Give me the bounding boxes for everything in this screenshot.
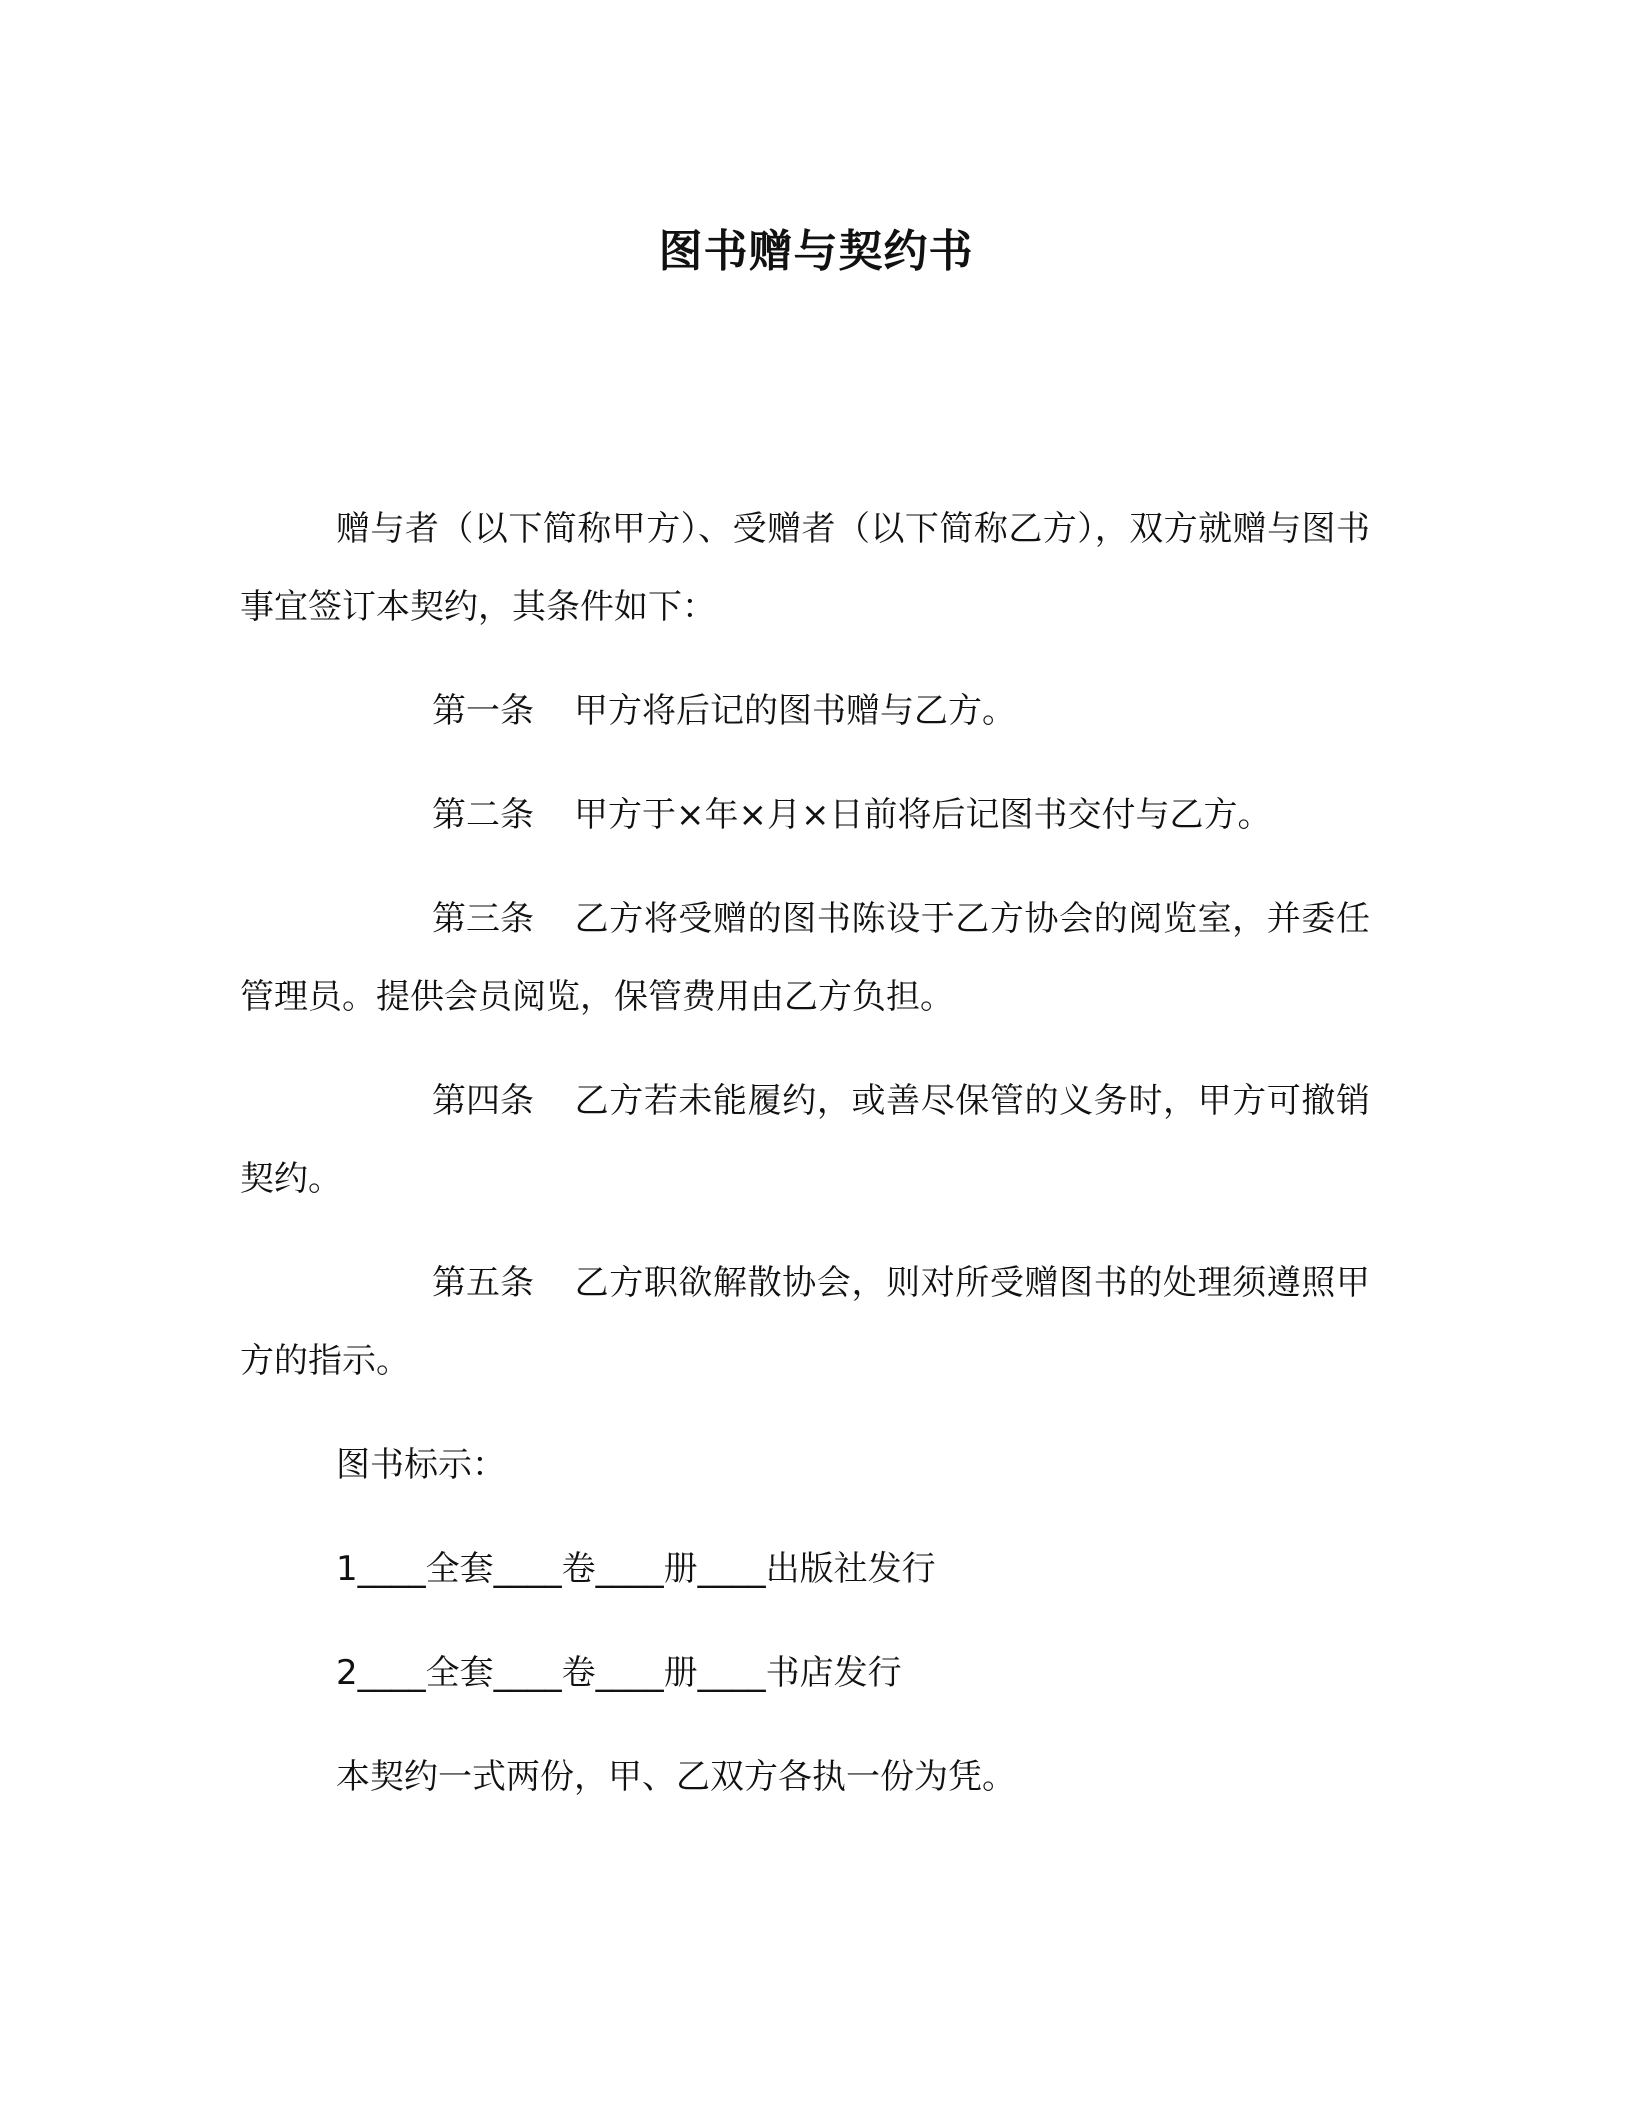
article-4-text: 乙方若未能履约，或善尽保管的义务时，甲方可撤销契约。 (240, 1081, 1370, 1199)
article-5 (240, 1244, 1370, 1400)
article-2 (240, 776, 1370, 854)
article-1-label: 第一条 (432, 691, 534, 731)
article-5-label: 第五条 (432, 1263, 534, 1303)
article-3-text: 乙方将受赠的图书陈设于乙方协会的阅览室，并委任管理员。提供会员阅览，保管费用由乙方负担。 (240, 899, 1370, 1017)
article-2-text: 甲方于×年×月×日前将后记图书交付与乙方。 (574, 795, 1272, 835)
article-4-label: 第四条 (432, 1081, 534, 1121)
article-5-text: 乙方职欲解散协会，则对所受赠图书的处理须遵照甲方的指示。 (240, 1263, 1370, 1381)
article-3 (240, 880, 1370, 1036)
article-4 (240, 1062, 1370, 1218)
book-item-1: 1____全套____卷____册____出版社发行 (336, 1549, 936, 1589)
intro-paragraph: 赠与者（以下简称甲方）、受赠者（以下简称乙方），双方就赠与图书事宜签订本契约，其条件如下： (240, 509, 1370, 627)
article-1 (240, 672, 1370, 750)
document-title: 图书赠与契约书 (658, 226, 974, 277)
document-body (240, 490, 1370, 1842)
article-3-label: 第三条 (432, 899, 534, 939)
article-2-label: 第二条 (432, 795, 534, 835)
article-1-text: 甲方将后记的图书赠与乙方。 (574, 691, 1016, 731)
book-list-heading: 图书标示： (336, 1445, 506, 1485)
book-item-2: 2____全套____卷____册____书店发行 (336, 1653, 902, 1693)
closing-paragraph: 本契约一式两份，甲、乙双方各执一份为凭。 (336, 1757, 1016, 1797)
